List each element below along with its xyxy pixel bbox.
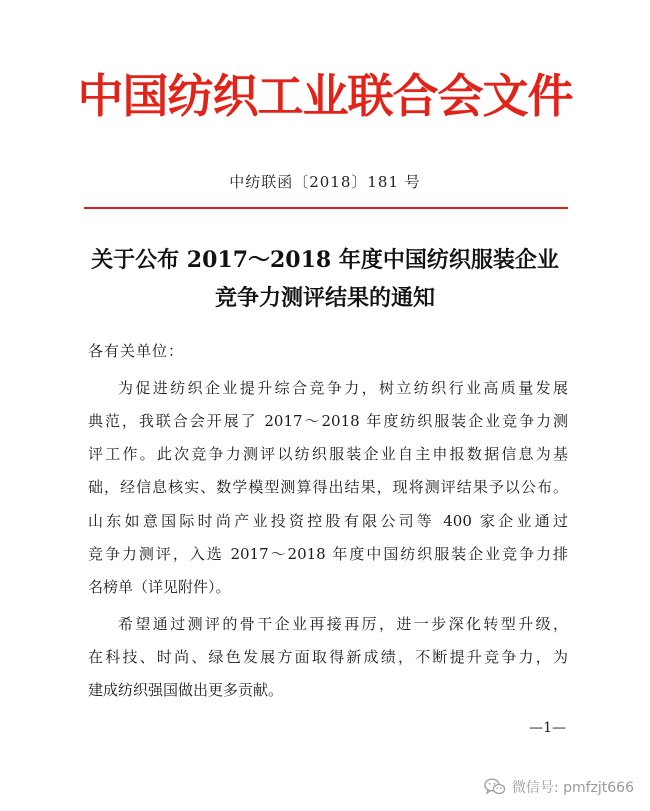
notice-title-line-1: 关于公布 2017～2018 年度中国纺织服装企业 <box>91 247 559 273</box>
paragraph-1-line: 评工作。此次竞争力测评以纺织服装企业自主申报数据信息为基 <box>88 445 568 463</box>
wechat-watermark <box>484 777 634 797</box>
header-red-divider <box>84 207 568 209</box>
paragraph-1-line: 竞争力测评，入选 2017～2018 年度中国纺织服装企业竞争力排 <box>88 545 568 563</box>
notice-title-line-2: 竞争力测评结果的通知 <box>214 285 435 311</box>
paragraph-1-line: 础，经信息核实、数学模型测算得出结果，现将测评结果予以公布。 <box>88 478 568 496</box>
wechat-icon <box>484 778 506 796</box>
paragraph-1-line: 典范，我联合会开展了 2017～2018 年度纺织服装企业竞争力测 <box>88 412 568 430</box>
document-number: 中纺联函〔2018〕181 号 <box>229 173 421 191</box>
watermark-text: 微信号: pmfzjt666 <box>511 780 634 796</box>
paragraph-1-line: 为促进纺织企业提升综合竞争力，树立纺织行业高质量发展 <box>118 379 568 397</box>
paragraph-2-line: 在科技、时尚、绿色发展方面取得新成绩，不断提升竞争力，为 <box>88 648 568 666</box>
page-number: —1— <box>529 720 566 736</box>
salutation: 各有关单位： <box>88 342 185 360</box>
paragraph-2-line: 希望通过测评的骨干企业再接再厉，进一步深化转型升级， <box>118 615 568 633</box>
paragraph-2-line: 建成纺织强国做出更多贡献。 <box>88 681 284 699</box>
issuer-header-title: 中国纺织工业联合会文件 <box>77 69 573 123</box>
paragraph-1-line: 山东如意国际时尚产业投资控股有限公司等 400 家企业通过 <box>88 512 568 530</box>
paragraph-1-line: 名榜单（详见附件）。 <box>88 578 231 596</box>
